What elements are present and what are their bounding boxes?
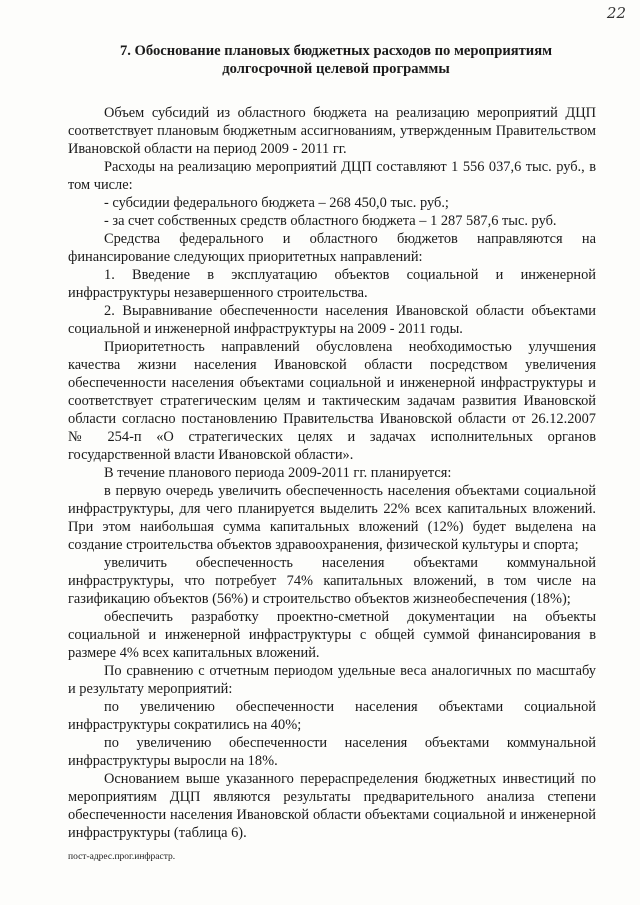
paragraph: В течение планового периода 2009-2011 гг. планируется: xyxy=(104,465,452,481)
paragraph: 2. Выравнивание обеспеченности населения Ивановской области объектами социальной и инженерной инфраструктуры на 2009 - 2011 годы. xyxy=(68,303,596,337)
title-line-1: 7. Обоснование плановых бюджетных расходов по мероприятиям xyxy=(119,43,553,59)
body-text xyxy=(68,104,596,842)
footer-filename: пост-адрес.прог.инфрастр. xyxy=(68,852,176,862)
paragraph: - за счет собственных средств областного бюджета – 1 287 587,6 тыс. руб. xyxy=(104,213,557,229)
paragraph: по увеличению обеспеченности населения объектами социальной инфраструктуры сократились на 40%; xyxy=(68,699,596,733)
paragraph: обеспечить разработку проектно-сметной документации на объекты социальной и инженерной инфраструктуры с общей суммой финансирования в размере 4% всех капитальных вложений. xyxy=(68,609,596,661)
paragraph: Объем субсидий из областного бюджета на реализацию мероприятий ДЦП соответствует плановым бюджетным ассигнованиям, утвержденным Правительством Ивановской области на период 2009 - 2011 гг. xyxy=(68,105,596,157)
paragraph: По сравнению с отчетным периодом удельные веса аналогичных по масштабу и результату мероприятий: xyxy=(68,663,596,697)
title-line-2: долгосрочной целевой программы xyxy=(222,61,450,77)
paragraph: Основанием выше указанного перераспределения бюджетных инвестиций по мероприятиям ДЦП являются результаты предварительного анализа степени обеспеченности населения Ивановской области объектами социальной и инженерной инфраструктуры (таблица 6). xyxy=(68,771,596,841)
paragraph: увеличить обеспеченность населения объектами коммунальной инфраструктуры, что потребует 74% капитальных вложений, в том числе на газификацию объектов (56%) и строительство объектов жизнеобеспечения (18%); xyxy=(68,555,596,607)
section-title xyxy=(96,42,576,78)
paragraph: по увеличению обеспеченности населения объектами коммунальной инфраструктуры выросли на 18%. xyxy=(68,735,596,769)
paragraph: Средства федерального и областного бюджетов направляются на финансирование следующих приоритетных направлений: xyxy=(68,231,596,265)
paragraph: Расходы на реализацию мероприятий ДЦП составляют 1 556 037,6 тыс. руб., в том числе: xyxy=(68,159,596,193)
page-number: 22 xyxy=(606,4,626,22)
paragraph: Приоритетность направлений обусловлена необходимостью улучшения качества жизни населения Ивановской области посредством увеличения обеспеченности населения объектами социальной и инженерной инфраструктуры и соответствует стратегическим целям и тактическим задачам развития Ивановской области согласно постановлению Правительства Ивановской области от 26.12.2007 № 254-п «О стратегических целях и задачах исполнительных органов государственной власти Ивановской области». xyxy=(68,339,596,463)
paragraph: 1. Введение в эксплуатацию объектов социальной и инженерной инфраструктуры незавершенного строительства. xyxy=(68,267,596,301)
paragraph: в первую очередь увеличить обеспеченность населения объектами социальной инфраструктуры, для чего планируется выделить 22% всех капитальных вложений. При этом наибольшая сумма капитальных вложений (12%) будет выделена на создание строительства объектов здравоохранения, физической культуры и спорта; xyxy=(68,483,596,553)
paragraph: - субсидии федерального бюджета – 268 450,0 тыс. руб.; xyxy=(104,195,449,211)
